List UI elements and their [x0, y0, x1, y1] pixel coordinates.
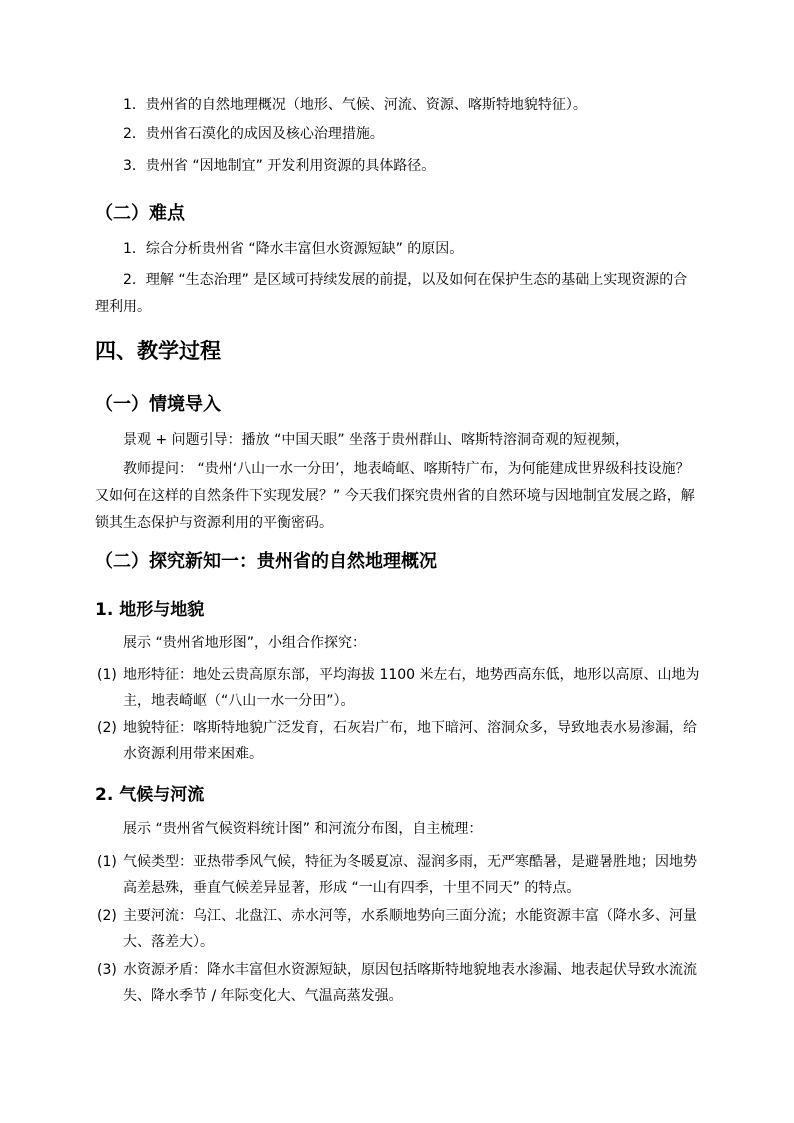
difficulty-item-1: 1．综合分析贵州省 “降水丰富但水资源短缺” 的原因。 — [123, 241, 464, 257]
climate-show-text: 展示 “贵州省气候资料统计图” 和河流分布图，自主梳理： — [123, 821, 483, 837]
list-text: 水资源矛盾：降水丰富但水资源短缺，原因包括喀斯特地貌地表水渗漏、地表起伏导致水流流失、降水季节 / 年际变化大、气温高蒸发强。 — [123, 962, 697, 1004]
terrain-heading: 1. 地形与地貌 — [95, 600, 205, 620]
intro-paragraph-2: 教师提问： “贵州‘八山一水一分田’，地表崎岖、喀斯特广布，为何能建成世界级科技设施？又如何在这样的自然条件下实现发展？” 今天我们探究贵州省的自然环境与因地制宜发展之路，解锁其生态保护与资源利用的平衡密码。 — [95, 461, 695, 531]
difficulty-item-2: 2．理解 “生态治理” 是区域可持续发展的前提，以及如何在保护生态的基础上实现资源的合理利用。 — [95, 272, 688, 315]
terrain-show-text: 展示 “贵州省地形图”，小组合作探究： — [123, 635, 366, 651]
terrain-item-2 — [97, 715, 700, 767]
climate-item-1 — [97, 849, 700, 901]
list-text: 地貌特征：喀斯特地貌广泛发育，石灰岩广布，地下暗河、溶洞众多，导致地表水易渗漏，给水资源利用带来困难。 — [123, 720, 697, 762]
focus-item-1: 1．贵州省的自然地理概况（地形、气候、河流、资源、喀斯特地貌特征）。 — [123, 97, 587, 113]
climate-item-2 — [97, 903, 700, 955]
terrain-item-1 — [97, 662, 700, 714]
list-text: 气候类型：亚热带季风气候，特征为冬暖夏凉、湿润多雨，无严寒酷暑，是避暑胜地；因地势高差悬殊，垂直气候差异显著，形成 “一山有四季，十里不同天” 的特点。 — [123, 854, 697, 896]
list-number: (1) — [97, 667, 117, 683]
intro-paragraph-1: 景观 + 问题引导：播放 “中国天眼” 坐落于贵州群山、喀斯特溶洞奇观的短视频， — [123, 432, 630, 448]
climate-item-3 — [97, 957, 700, 1009]
list-text: 主要河流：乌江、北盘江、赤水河等，水系顺地势向三面分流；水能资源丰富（降水多、河量大、落差大）。 — [123, 908, 697, 950]
list-number: (2) — [97, 908, 117, 924]
focus-item-3: 3．贵州省 “因地制宜” 开发利用资源的具体路径。 — [123, 158, 436, 174]
list-number: (3) — [97, 962, 117, 978]
list-number: (2) — [97, 720, 117, 736]
list-number: (1) — [97, 854, 117, 870]
intro-heading: （一）情境导入 — [95, 394, 221, 415]
explore-heading: （二）探究新知一：贵州省的自然地理概况 — [95, 551, 437, 572]
difficulty-heading: （二）难点 — [95, 203, 185, 224]
focus-item-2: 2．贵州省石漠化的成因及核心治理措施。 — [123, 126, 384, 142]
section-heading-teaching-process: 四、教学过程 — [95, 339, 221, 363]
climate-heading: 2. 气候与河流 — [95, 785, 205, 805]
list-text: 地形特征：地处云贵高原东部，平均海拔 1100 米左右，地势西高东低，地形以高原、山地为主，地表崎岖（“八山一水一分田”）。 — [123, 667, 700, 709]
